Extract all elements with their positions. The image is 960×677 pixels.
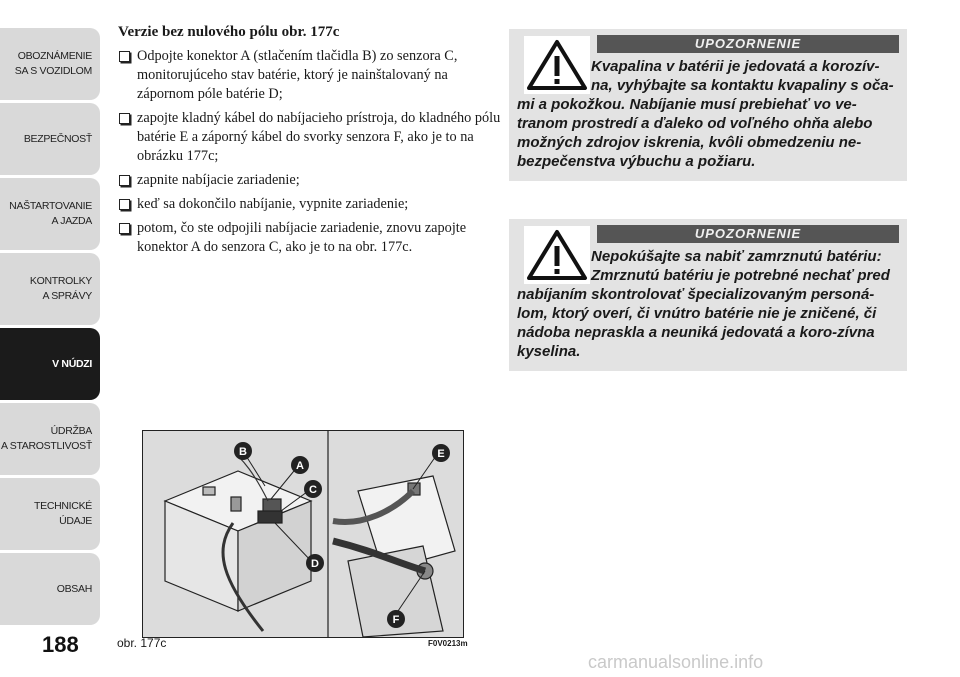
figure-caption: obr. 177c [117,636,167,650]
battery-illustration [143,431,463,637]
tab-oboznamenie[interactable]: OBOZNÁMENIE SA S VOZIDLOM [0,28,100,100]
warning-text-body: mi a pokožkou. Nabíjanie musí prebiehať vo ve-tranom prostredí a ďaleko od voľného ohňa alebo možných zdrojov iskrenia, kvôli obmedzeniu ne-bezpečenstva výbuchu a požiaru. [517,96,873,170]
main-column [118,24,503,262]
warning-text-lead: Kvapalina v batérii je jedovatá a korozív-na, vyhýbajte sa kontaktu kvapaliny s oča- [591,58,894,94]
tab-v-nudzi[interactable]: V NÚDZI [0,328,100,400]
callout-e-label: E [437,448,445,460]
warning-box-fluid [509,29,907,181]
list-item: potom, čo ste odpojili nabíjacie zariadenie, znovu zapojte konektor A do senzora C, ako je to na obr. 177c. [118,219,503,257]
section-heading: Verzie bez nulového pólu obr. 177c [118,24,340,40]
callout-a-label: A [296,460,304,472]
warning-box-frozen-battery [509,219,907,371]
callout-b-label: B [239,446,247,458]
watermark: carmanualsonline.info [588,652,764,672]
tab-bezpecnost[interactable]: BEZPEČNOSŤ [0,103,100,175]
warning-text-body: nabíjaním skontrolovať špecializovaným personá-lom, ktorý overí, či vnútro batérie nie je zničené, či nádoba nepraskla a neuniká jedovatá a koro-zívna kyselina. [517,286,877,360]
page-number: 188 [42,632,79,657]
warning-triangle-icon [524,36,590,94]
warning-text-lead: Nepokúšajte sa nabiť zamrznutú batériu: Zmrznutú batériu je potrebné nechať pred [591,248,890,284]
battery-left [165,471,311,611]
steps-list [118,47,503,257]
tab-kontrolky[interactable]: KONTROLKY A SPRÁVY [0,253,100,325]
callout-f-label: F [392,614,400,626]
list-item: zapnite nabíjacie zariadenie; [118,171,503,190]
list-item: Odpojte konektor A (stlačením tlačidla B) zo senzora C, monitorujúceho stav batérie, ktorý je nainštalovaný na zápornom póle batérie D; [118,47,503,104]
list-item: zapojte kladný kábel do nabíjacieho prístroja, do kladného pólu batérie E a záporný kábel do svorky senzora F, ako je to na obrázku 177c; [118,109,503,166]
tab-udrzba[interactable]: ÚDRŽBA A STAROSTLIVOSŤ [0,403,100,475]
figure-code: F0V0213m [428,639,468,648]
warning-title: UPOZORNENIE [597,225,899,243]
tab-nastartovanie[interactable]: NAŠTARTOVANIE A JAZDA [0,178,100,250]
warning-title: UPOZORNENIE [597,35,899,53]
callout-c-label: C [309,484,317,496]
warning-triangle-icon [524,226,590,284]
tab-obsah[interactable]: OBSAH [0,553,100,625]
callout-d-label: D [311,558,319,570]
battery-figure [142,430,464,638]
list-item: keď sa dokončilo nabíjanie, vypnite zariadenie; [118,195,503,214]
tab-technicke-udaje[interactable]: TECHNICKÉ ÚDAJE [0,478,100,550]
